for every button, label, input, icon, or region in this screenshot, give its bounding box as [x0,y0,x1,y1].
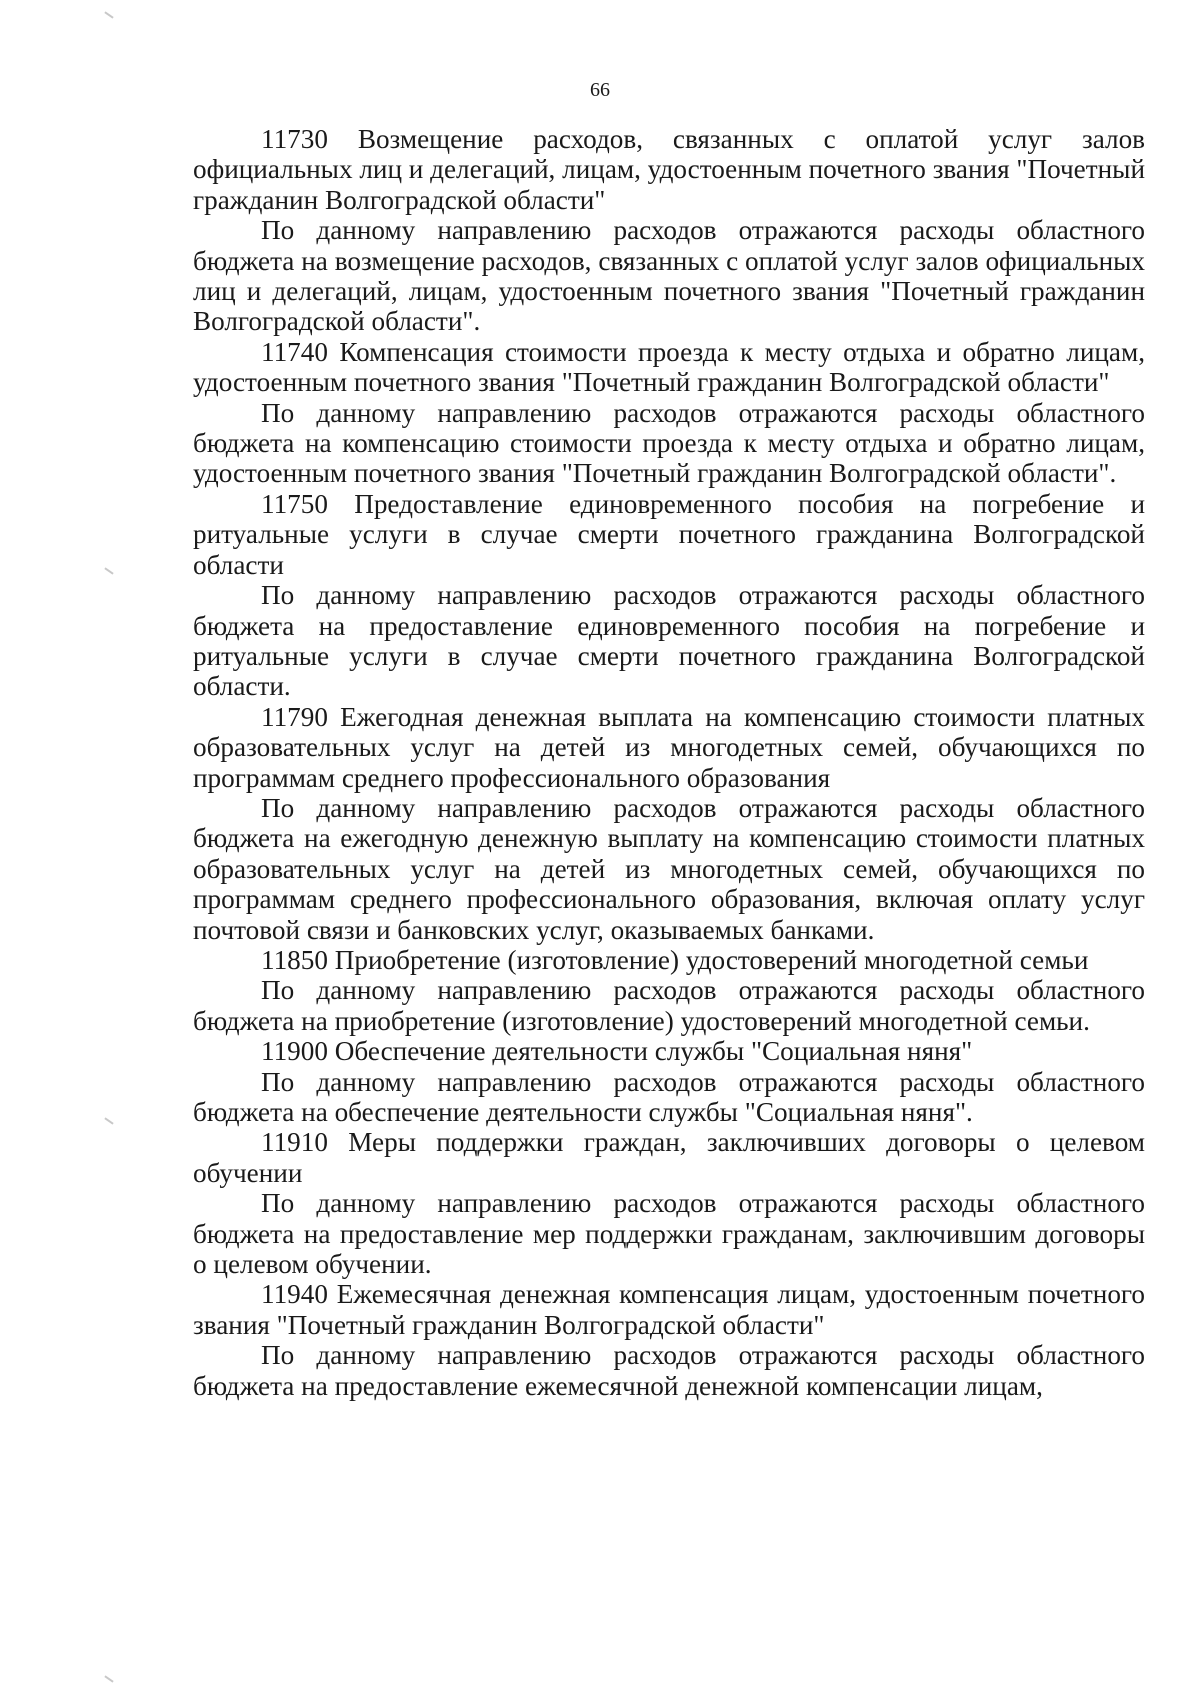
heading-11940: 11940 Ежемесячная денежная компенсация лицам, удостоенным почетного звания "Почетный гражданин Волгоградской области" [193,1279,1145,1340]
description-11790: По данному направлению расходов отражаются расходы областного бюджета на ежегодную денежную выплату на компенсацию стоимости платных образовательных услуг на детей из многодетных семей, обучающихся по программам среднего профессионального образования, включая оплату услуг почтовой связи и банковских услуг, оказываемых банками. [193,792,1145,945]
description-11740: По данному направлению расходов отражаются расходы областного бюджета на компенсацию стоимости проезда к месту отдыха и обратно лицам, удостоенным почетного звания "Почетный гражданин Волгоградской области". [193,397,1145,489]
heading-11740: 11740 Компенсация стоимости проезда к месту отдыха и обратно лицам, удостоенным почетного звания "Почетный гражданин Волгоградской области" [193,336,1145,398]
description-11900: По данному направлению расходов отражаются расходы областного бюджета на обеспечение деятельности службы "Социальная няня". [193,1066,1145,1127]
heading-11910: 11910 Меры поддержки граждан, заключивших договоры о целевом обучении [193,1127,1145,1188]
scan-mark [104,11,113,18]
scan-mark [104,1117,113,1124]
heading-11900: 11900 Обеспечение деятельности службы "Социальная няня" [261,1036,973,1067]
description-11750: По данному направлению расходов отражаются расходы областного бюджета на предоставление единовременного пособия на погребение и ритуальные услуги в случае смерти почетного гражданина Волгоградской области. [193,580,1145,702]
heading-11850: 11850 Приобретение (изготовление) удостоверений многодетной семьи [261,944,1089,975]
description-11850: По данному направлению расходов отражаются расходы областного бюджета на приобретение (изготовление) удостоверений многодетной семьи. [193,975,1145,1036]
heading-11730: 11730 Возмещение расходов, связанных с оплатой услуг залов официальных лиц и делегаций, лицам, удостоенным почетного звания "Почетный гражданин Волгоградской области" [193,124,1145,215]
scan-mark [104,1675,113,1682]
heading-11790: 11790 Ежегодная денежная выплата на компенсацию стоимости платных образовательных услуг на детей из многодетных семей, обучающихся по программам среднего профессионального образования [193,701,1145,793]
description-11910: По данному направлению расходов отражаются расходы областного бюджета на предоставление мер поддержки гражданам, заключившим договоры о целевом обучении. [193,1188,1145,1280]
description-11730: По данному направлению расходов отражаются расходы областного бюджета на возмещение расходов, связанных с оплатой услуг залов официальных лиц и делегаций, лицам, удостоенным почетного звания "Почетный гражданин Волгоградской области". [193,215,1145,337]
heading-11750: 11750 Предоставление единовременного пособия на погребение и ритуальные услуги в случае смерти почетного гражданина Волгоградской области [193,488,1145,580]
description-11940: По данному направлению расходов отражаются расходы областного бюджета на предоставление ежемесячной денежной компенсации лицам, [193,1340,1145,1401]
page-number: 66 [590,79,610,101]
document-body [193,124,1145,1401]
scan-mark [104,567,113,574]
